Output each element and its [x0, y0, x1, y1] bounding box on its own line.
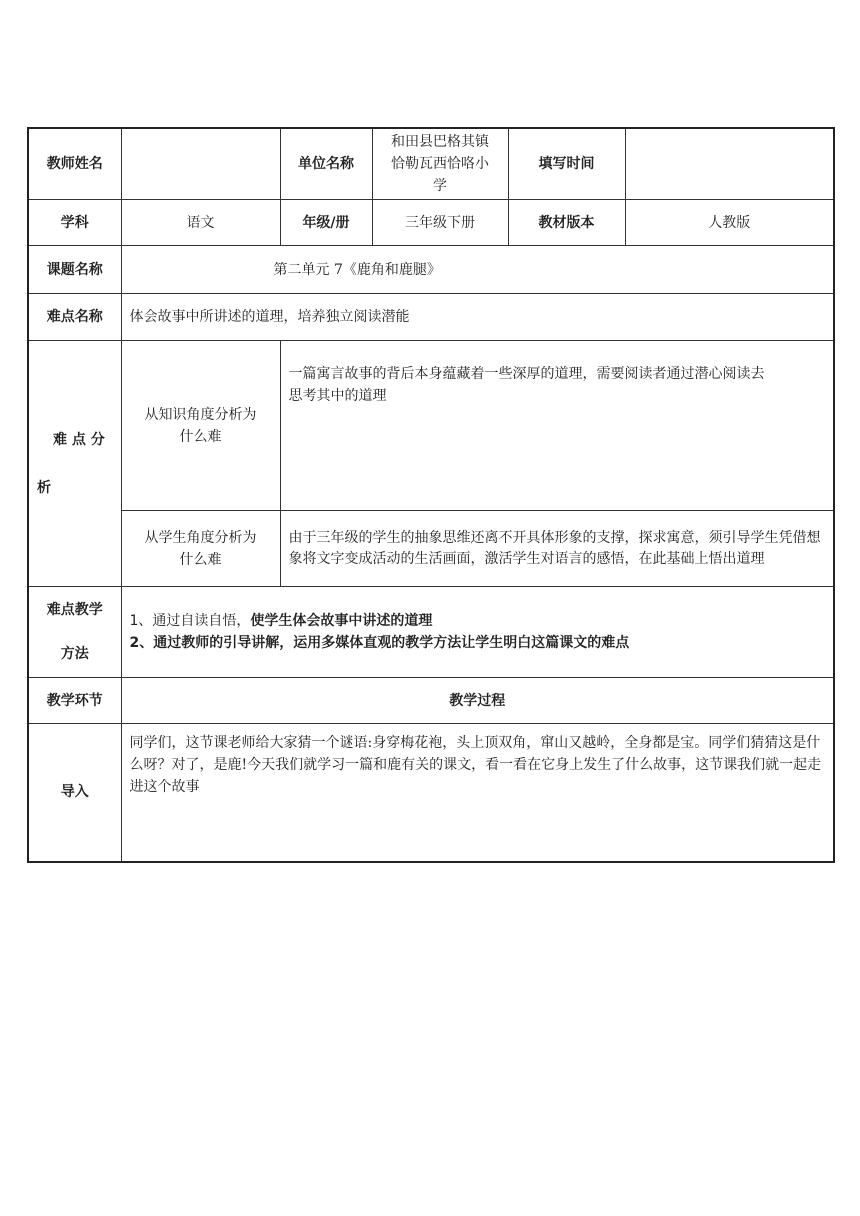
knowledge-angle-content [280, 341, 834, 511]
method-label [28, 587, 121, 678]
intro-content: 同学们，这节课老师给大家猜一个谜语:身穿梅花袍，头上顶双角，窜山又越岭，全身都是宝。同学们猜猜这是什么呀？对了，是鹿!今天我们就学习一篇和鹿有关的课文，看一看在它身上发生了什么故事，这节课我们就一起走进这个故事 [121, 724, 834, 862]
difficulty-value: 体会故事中所讲述的道理，培养独立阅读潜能 [121, 294, 834, 341]
subject-label: 学科 [28, 200, 121, 246]
method-item-1 [130, 610, 826, 632]
unit-name-line-1: 和田县巴格其镇 [391, 134, 489, 150]
row-subject [28, 200, 834, 246]
topic-value: 第二单元 7《鹿角和鹿腿》 [121, 246, 834, 294]
method-content [121, 587, 834, 678]
teaching-stage-label: 教学环节 [28, 678, 121, 724]
row-teacher [28, 128, 834, 200]
student-angle-title-line-1: 从学生角度分析为 [144, 529, 257, 546]
unit-name-line-3: 学 [433, 178, 447, 194]
method-label-line-2: 方法 [60, 646, 89, 662]
grade-value: 三年级下册 [372, 200, 508, 246]
method-item-1-bold: 使学生体会故事中讲述的道理 [250, 613, 433, 629]
difficulty-label: 难点名称 [28, 294, 121, 341]
fill-date-value [625, 128, 834, 200]
fill-date-label: 填写时间 [508, 128, 625, 200]
method-label-line-1: 难点教学 [46, 602, 103, 618]
row-difficulty [28, 294, 834, 341]
row-intro [28, 724, 834, 862]
student-angle-content: 由于三年级的学生的抽象思维还离不开具体形象的支撑，探求寓意，须引导学生凭借想象将文字变成活动的生活画面，激活学生对语言的感悟，在此基础上悟出道理 [280, 511, 834, 587]
knowledge-angle-title-line-1: 从知识角度分析为 [144, 406, 257, 423]
topic-label: 课题名称 [28, 246, 121, 294]
row-method [28, 587, 834, 678]
unit-name-value [372, 128, 508, 200]
knowledge-content-line-1: 一篇寓言故事的背后本身蕴藏着一些深厚的道理，需要阅读者通过潜心阅读去 [288, 366, 765, 382]
teaching-process-label: 教学过程 [121, 678, 834, 724]
unit-name-line-2: 恰勒瓦西恰咯小 [391, 156, 489, 172]
knowledge-content-line-2: 思考其中的道理 [288, 388, 387, 404]
row-process-header [28, 678, 834, 724]
student-angle-title [121, 511, 280, 587]
edition-label: 教材版本 [508, 200, 625, 246]
analysis-label-line-2: 析 [37, 479, 51, 496]
knowledge-angle-title [121, 341, 280, 511]
lesson-plan-table [27, 127, 835, 863]
row-topic [28, 246, 834, 294]
row-analysis-student [28, 511, 834, 587]
student-angle-title-line-2: 什么难 [179, 551, 222, 568]
grade-label: 年级/册 [280, 200, 372, 246]
edition-value: 人教版 [625, 200, 834, 246]
method-item-2: 2、通过教师的引导讲解，运用多媒体直观的教学方法让学生明白这篇课文的难点 [129, 635, 630, 651]
method-item-1-prefix: 1、通过自读自悟， [129, 613, 251, 629]
analysis-label-line-1: 难 点 分 [53, 431, 105, 448]
subject-value: 语文 [121, 200, 280, 246]
unit-name-label: 单位名称 [280, 128, 372, 200]
intro-label: 导入 [28, 724, 121, 862]
row-analysis-knowledge [28, 341, 834, 511]
analysis-label [28, 341, 121, 587]
teacher-name-value [121, 128, 280, 200]
knowledge-angle-title-line-2: 什么难 [179, 428, 222, 445]
teacher-name-label: 教师姓名 [28, 128, 121, 200]
